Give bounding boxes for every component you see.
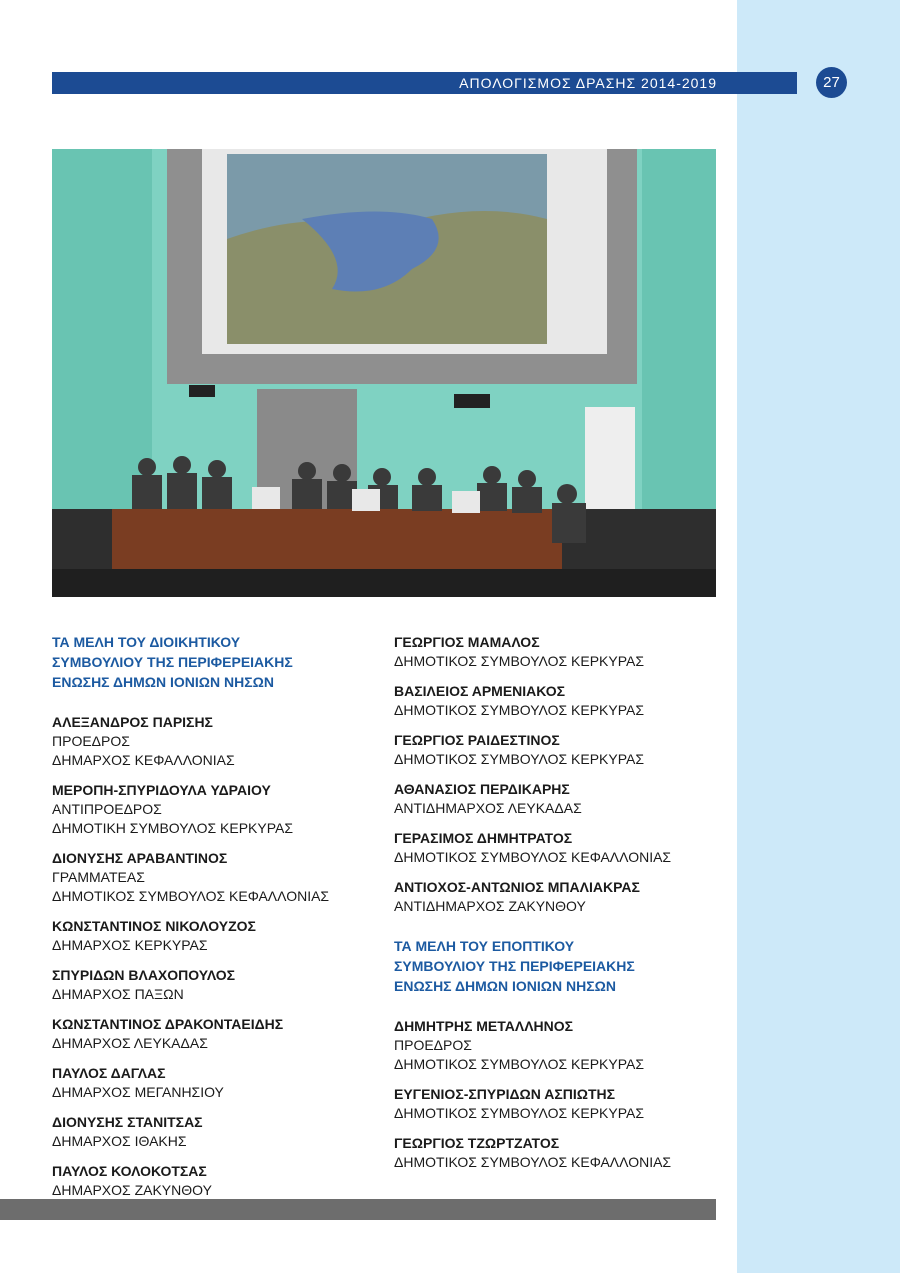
right-column — [394, 632, 724, 1182]
member-role: ΔΗΜΑΡΧΟΣ ΚΕΡΚΥΡΑΣ — [52, 937, 208, 953]
member-role: ΔΗΜΟΤΙΚΟΣ ΣΥΜΒΟΥΛΟΣ ΚΕΦΑΛΛΟΝΙΑΣ — [394, 1154, 672, 1170]
member-role: ΔΗΜΑΡΧΟΣ ΛΕΥΚΑΔΑΣ — [52, 1035, 208, 1051]
member-entry — [394, 779, 724, 818]
member-name: ΑΝΤΙΟΧΟΣ-ΑΝΤΩΝΙΟΣ ΜΠΑΛΙΑΚΡΑΣ — [394, 879, 640, 895]
member-entry — [52, 780, 372, 838]
member-role: ΓΡΑΜΜΑΤΕΑΣ — [52, 869, 145, 885]
member-role: ΔΗΜΟΤΙΚΟΣ ΣΥΜΒΟΥΛΟΣ ΚΕΡΚΥΡΑΣ — [394, 1056, 644, 1072]
member-name: ΚΩΝΣΤΑΝΤΙΝΟΣ ΔΡΑΚΟΝΤΑΕΙΔΗΣ — [52, 1016, 284, 1032]
member-name: ΓΕΩΡΓΙΟΣ ΜΑΜΑΛΟΣ — [394, 634, 540, 650]
member-name: ΠΑΥΛΟΣ ΚΟΛΟΚΟΤΣΑΣ — [52, 1163, 207, 1179]
member-name: ΓΕΩΡΓΙΟΣ ΤΖΩΡΤΖΑΤΟΣ — [394, 1135, 560, 1151]
footer-bar — [0, 1199, 716, 1220]
member-role: ΑΝΤΙΠΡΟΕΔΡΟΣ — [52, 801, 162, 817]
member-entry — [52, 916, 372, 955]
member-name: ΓΕΡΑΣΙΜΟΣ ΔΗΜΗΤΡΑΤΟΣ — [394, 830, 573, 846]
member-entry — [52, 848, 372, 906]
member-name: ΑΛΕΞΑΝΔΡΟΣ ΠΑΡΙΣΗΣ — [52, 714, 213, 730]
member-entry — [394, 828, 724, 867]
member-entry — [394, 632, 724, 671]
member-entry — [52, 1112, 372, 1151]
member-role: ΔΗΜΟΤΙΚΟΣ ΣΥΜΒΟΥΛΟΣ ΚΕΡΚΥΡΑΣ — [394, 751, 644, 767]
member-entry — [394, 681, 724, 720]
member-entry — [394, 1016, 724, 1074]
side-strip — [737, 0, 900, 1273]
member-name: ΔΙΟΝΥΣΗΣ ΣΤΑΝΙΤΣΑΣ — [52, 1114, 203, 1130]
member-name: ΔΙΟΝΥΣΗΣ ΑΡΑΒΑΝΤΙΝΟΣ — [52, 850, 228, 866]
member-entry — [394, 730, 724, 769]
header-bar — [52, 72, 797, 94]
page-number: 27 — [816, 67, 847, 98]
member-role: ΔΗΜΟΤΙΚΟΣ ΣΥΜΒΟΥΛΟΣ ΚΕΦΑΛΛΟΝΙΑΣ — [52, 888, 330, 904]
member-role: ΑΝΤΙΔΗΜΑΡΧΟΣ ΛΕΥΚΑΔΑΣ — [394, 800, 582, 816]
member-name: ΒΑΣΙΛΕΙΟΣ ΑΡΜΕΝΙΑΚΟΣ — [394, 683, 566, 699]
header-title: ΑΠΟΛΟΓΙΣΜΟΣ ΔΡΑΣΗΣ 2014-2019 — [459, 75, 717, 91]
member-role: ΠΡΟΕΔΡΟΣ — [52, 733, 130, 749]
member-role: ΔΗΜΑΡΧΟΣ ΚΕΦΑΛΛΟΝΙΑΣ — [52, 752, 235, 768]
member-entry — [52, 712, 372, 770]
member-entry — [52, 1161, 372, 1200]
member-role: ΔΗΜΑΡΧΟΣ ΖΑΚΥΝΘΟΥ — [52, 1182, 212, 1198]
member-role: ΔΗΜΟΤΙΚΗ ΣΥΜΒΟΥΛΟΣ ΚΕΡΚΥΡΑΣ — [52, 820, 293, 836]
member-name: ΚΩΝΣΤΑΝΤΙΝΟΣ ΝΙΚΟΛΟΥΖΟΣ — [52, 918, 256, 934]
member-entry — [394, 1133, 724, 1172]
member-role: ΔΗΜΑΡΧΟΣ ΠΑΞΩΝ — [52, 986, 184, 1002]
member-role: ΔΗΜΟΤΙΚΟΣ ΣΥΜΒΟΥΛΟΣ ΚΕΦΑΛΛΟΝΙΑΣ — [394, 849, 672, 865]
member-name: ΔΗΜΗΤΡΗΣ ΜΕΤΑΛΛΗΝΟΣ — [394, 1018, 574, 1034]
member-entry — [394, 877, 724, 916]
supervisory-heading: ΤΑ ΜΕΛΗ ΤΟΥ ΕΠΟΠΤΙΚΟΥ ΣΥΜΒΟΥΛΙΟΥ ΤΗΣ ΠΕΡΙΦΕΡΕΙΑΚΗΣ ΕΝΩΣΗΣ ΔΗΜΩΝ ΙΟΝΙΩΝ ΝΗΣΩΝ — [394, 938, 635, 994]
member-name: ΕΥΓΕΝΙΟΣ-ΣΠΥΡΙΔΩΝ ΑΣΠΙΩΤΗΣ — [394, 1086, 616, 1102]
member-entry — [394, 1084, 724, 1123]
member-role: ΠΡΟΕΔΡΟΣ — [394, 1037, 472, 1053]
member-name: ΣΠΥΡΙΔΩΝ ΒΛΑΧΟΠΟΥΛΟΣ — [52, 967, 236, 983]
member-entry — [52, 1063, 372, 1102]
member-name: ΑΘΑΝΑΣΙΟΣ ΠΕΡΔΙΚΑΡΗΣ — [394, 781, 570, 797]
member-role: ΔΗΜΑΡΧΟΣ ΜΕΓΑΝΗΣΙΟΥ — [52, 1084, 224, 1100]
member-name: ΓΕΩΡΓΙΟΣ ΡΑΙΔΕΣΤΙΝΟΣ — [394, 732, 560, 748]
member-role: ΑΝΤΙΔΗΜΑΡΧΟΣ ΖΑΚΥΝΘΟΥ — [394, 898, 586, 914]
member-entry — [52, 965, 372, 1004]
member-entry — [52, 1014, 372, 1053]
member-name: ΜΕΡΟΠΗ-ΣΠΥΡΙΔΟΥΛΑ ΥΔΡΑΙΟΥ — [52, 782, 271, 798]
member-role: ΔΗΜΑΡΧΟΣ ΙΘΑΚΗΣ — [52, 1133, 187, 1149]
member-name: ΠΑΥΛΟΣ ΔΑΓΛΑΣ — [52, 1065, 166, 1081]
board-heading: ΤΑ ΜΕΛΗ ΤΟΥ ΔΙΟΙΚΗΤΙΚΟΥ ΣΥΜΒΟΥΛΙΟΥ ΤΗΣ ΠΕΡΙΦΕΡΕΙΑΚΗΣ ΕΝΩΣΗΣ ΔΗΜΩΝ ΙΟΝΙΩΝ ΝΗΣΩΝ — [52, 634, 293, 690]
meeting-photo — [52, 149, 716, 597]
member-role: ΔΗΜΟΤΙΚΟΣ ΣΥΜΒΟΥΛΟΣ ΚΕΡΚΥΡΑΣ — [394, 1105, 644, 1121]
member-role: ΔΗΜΟΤΙΚΟΣ ΣΥΜΒΟΥΛΟΣ ΚΕΡΚΥΡΑΣ — [394, 702, 644, 718]
member-role: ΔΗΜΟΤΙΚΟΣ ΣΥΜΒΟΥΛΟΣ ΚΕΡΚΥΡΑΣ — [394, 653, 644, 669]
left-column — [52, 632, 372, 1210]
